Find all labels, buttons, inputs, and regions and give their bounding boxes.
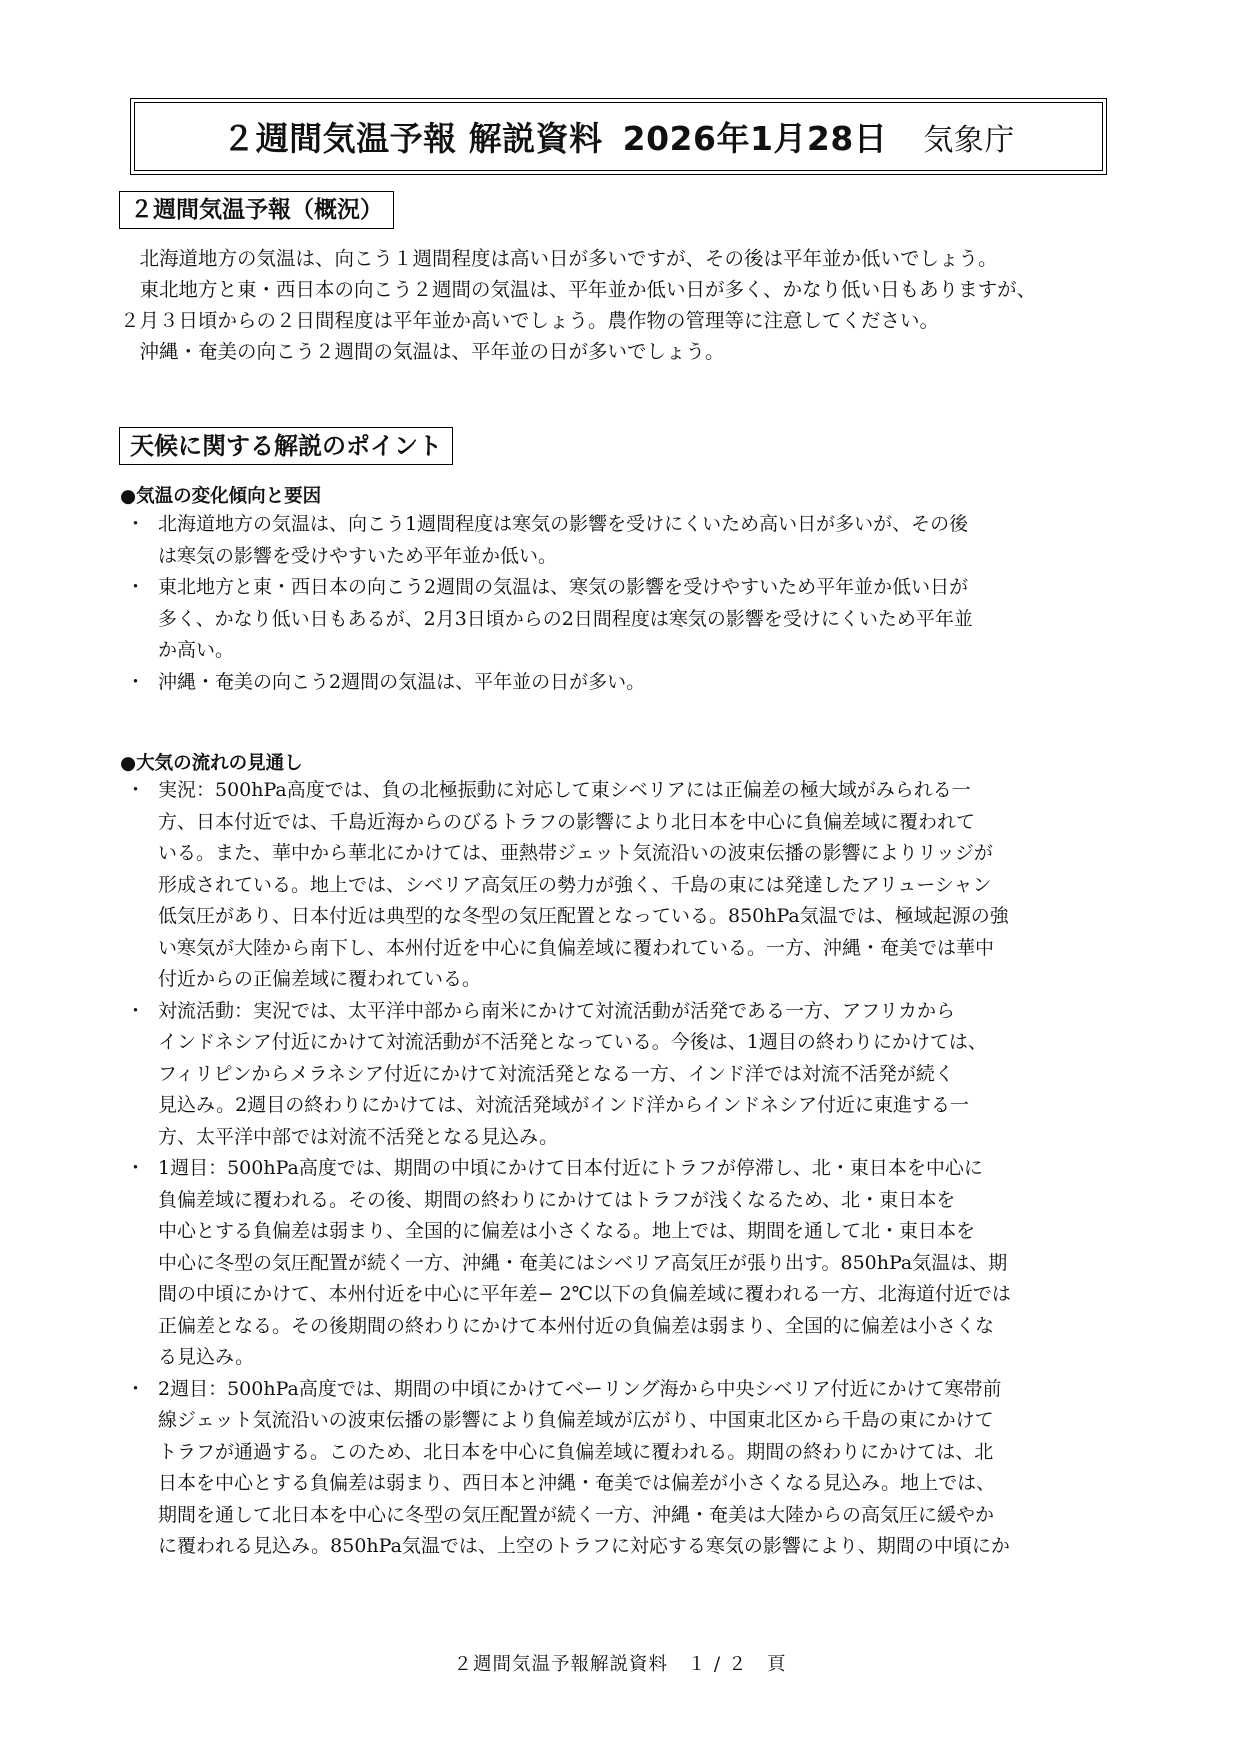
list-item-line: いる。また、華中から華北にかけては、亜熱帯ジェット気流沿いの波束伝播の影響によりリッジが [158,842,993,864]
list-item-line: 見込み。2週目の終わりにかけては、対流活発域がインド洋からインドネシア付近に東進する一 [158,1094,970,1116]
list-item-line: 対流活動：実況では、太平洋中部から南米にかけて対流活動が活発である一方、アフリカから [158,999,956,1022]
list-item-line: 形成されている。地上では、シベリア高気圧の勢力が強く、千島の東には発達したアリューシャン [158,873,992,896]
list-item-line: 北海道地方の気温は、向こう1週間程度は寒気の影響を受けにくいため高い日が多いが、その後 [158,513,969,535]
temp-trend-list [120,509,1120,698]
list-item-line: 正偏差となる。その後期間の終わりにかけて本州付近の負偏差は弱まり、全国的に偏差は小さくな [158,1314,995,1337]
list-item [120,775,1120,996]
document-title [134,102,1103,171]
bullet-mark: ・ [126,670,146,693]
list-item-line: る見込み。 [158,1346,255,1368]
list-item-line: 多く、かなり低い日もあるが、2月3日頃からの2日間程度は寒気の影響を受けにくいため平年並 [158,607,973,630]
list-item-line: 負偏差域に覆われる。その後、期間の終わりにかけてはトラフが浅くなるため、北・東日本を [158,1188,956,1211]
list-item [120,572,1120,667]
list-item-line: 線ジェット気流沿いの波束伝播の影響により負偏差域が広がり、中国東北区から千島の東にかけて [158,1409,994,1431]
list-item [120,996,1120,1154]
list-item-line: 中心に冬型の気圧配置が続く一方、沖縄・奄美にはシベリア高気圧が張り出す。850hPa気温は、期 [158,1251,1008,1274]
list-item-line: か高い。 [158,639,235,661]
bullet-mark: ・ [126,779,146,801]
list-item-line: 期間を通して北日本を中心に冬型の気圧配置が続く一方、沖縄・奄美は大陸からの高気圧に緩やか [158,1503,995,1526]
list-item-line: フィリピンからメラネシア付近にかけて対流活発となる一方、インド洋では対流不活発が続く [158,1062,954,1085]
list-item-line: 間の中頃にかけて、本州付近を中心に平年差− 2℃以下の負偏差域に覆われる一方、北海道付近では [158,1283,1011,1305]
list-item [120,509,1120,572]
bullet-mark: ・ [126,576,146,598]
list-item-line: は寒気の影響を受けやすいため平年並か低い。 [158,544,558,567]
list-item-line: 方、太平洋中部では対流不活発となる見込み。 [158,1125,559,1148]
list-item [120,1153,1120,1374]
bullet-mark: ・ [126,1157,146,1179]
list-item-line: 中心とする負偏差は弱まり、全国的に偏差は小さくなる。地上では、期間を通して北・東日本を [158,1220,976,1242]
overview-line: 北海道地方の気温は、向こう１週間程度は高い日が多いですが、その後は平年並か低いでしょう。 [120,247,998,270]
list-item-line: 日本を中心とする負偏差は弱まり、西日本と沖縄・奄美では偏差が小さくなる見込み。地上では、 [158,1472,996,1494]
overview-heading: ２週間気温予報（概況） [119,191,394,229]
list-item-line: トラフが通過する。このため、北日本を中心に負偏差域に覆われる。期間の終わりにかけては、北 [158,1440,994,1463]
list-item-line: 沖縄・奄美の向こう2週間の気温は、平年並の日が多い。 [158,670,646,693]
title-box [130,98,1107,175]
circulation-list [120,775,1120,1563]
list-item [120,1374,1120,1563]
list-item-line: インドネシア付近にかけて対流活動が不活発となっている。今後は、1週目の終わりにかけては、 [158,1031,987,1053]
list-item-line: に覆われる見込み。850hPa気温では、上空のトラフに対応する寒気の影響により、期間の中頃にか [158,1535,1010,1557]
bullet-mark: ・ [126,999,146,1022]
list-item-line: 低気圧があり、日本付近は典型的な冬型の気圧配置となっている。850hPa気温では、極域起源の強 [158,905,1009,927]
list-item [120,667,1120,699]
temp-trend-heading: ●気温の変化傾向と要因 [120,486,322,507]
title-text: ２週間気温予報 解説資料 [222,119,603,158]
overview-line: 東北地方と東・西日本の向こう２週間の気温は、平年並か低い日が多く、かなり低い日もありますが、 [120,278,1037,301]
overview-line: ２月３日頃からの２日間程度は平年並か高いでしょう。農作物の管理等に注意してください。 [120,309,940,332]
list-item-line: 方、日本付近では、千島近海からのびるトラフの影響により北日本を中心に負偏差域に覆われて [158,810,976,833]
list-item-line: 1週目：500hPa高度では、期間の中頃にかけて日本付近にトラフが停滞し、北・東日本を中心に [158,1157,983,1179]
bullet-mark: ・ [126,1377,146,1400]
title-date: 2026年1月28日 [622,119,888,158]
overview-line: 沖縄・奄美の向こう２週間の気温は、平年並の日が多いでしょう。 [120,340,725,363]
list-item-line: 付近からの正偏差域に覆われている。 [158,968,482,990]
page-footer: ２週間気温予報解説資料 １ / ２ 頁 [453,1654,787,1675]
list-item-line: 実況：500hPa高度では、負の北極振動に対応して東シベリアには正偏差の極大域がみられる一 [158,779,971,801]
list-item-line: 東北地方と東・西日本の向こう2週間の気温は、寒気の影響を受けやすいため平年並か低い日が [158,576,969,598]
title-agency: 気象庁 [923,122,1015,158]
overview-text [120,243,1130,367]
circulation-heading: ●大気の流れの見通し [120,753,303,774]
list-item-line: い寒気が大陸から南下し、本州付近を中心に負偏差域に覆われている。一方、沖縄・奄美では華中 [158,936,995,959]
list-item-line: 2週目：500hPa高度では、期間の中頃にかけてベーリング海から中央シベリア付近にかけて寒帯前 [158,1377,1002,1400]
bullet-mark: ・ [126,513,146,535]
points-heading: 天候に関する解説のポイント [119,427,453,465]
